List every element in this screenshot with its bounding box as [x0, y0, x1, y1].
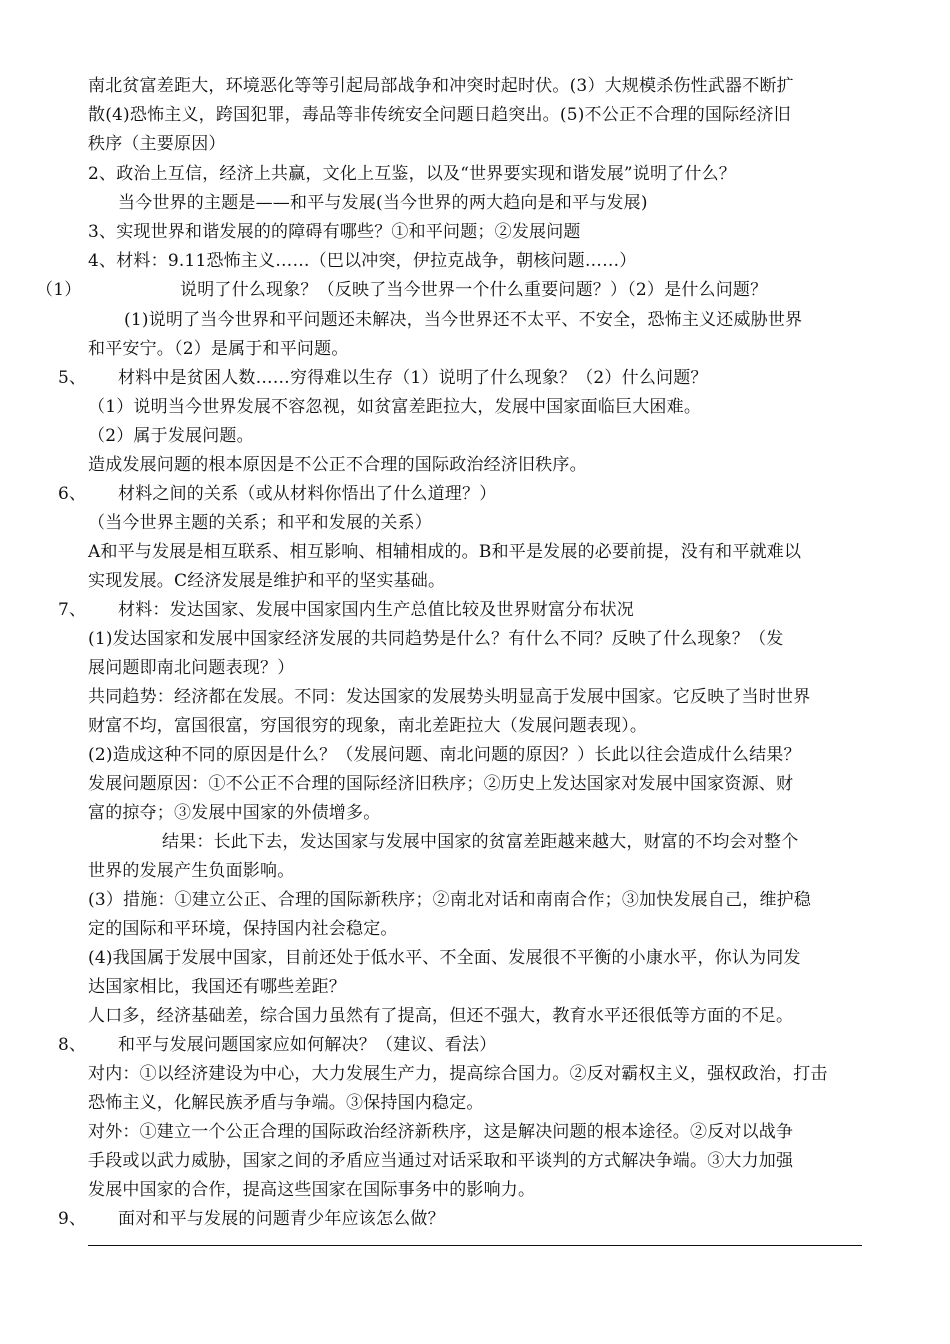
text-line: (2)造成这种不同的原因是什么？（发展问题、南北问题的原因？）长此以往会造成什么结果？ [88, 745, 801, 765]
question-6: 材料之间的关系（或从材料你悟出了什么道理？） [118, 484, 497, 504]
answer-2: 当今世界的主题是——和平与发展(当今世界的两大趋向是和平与发展) [118, 193, 648, 213]
text-line: 手段或以武力威胁，国家之间的矛盾应当通过对话采取和平谈判的方式解决争端。③大力加强 [88, 1151, 794, 1171]
answer-line [88, 1245, 862, 1246]
text-line: 南北贫富差距大，环境恶化等等引起局部战争和冲突时起时伏。(3）大规模杀伤性武器不断扩 [88, 76, 794, 96]
text-line: 人口多，经济基础差，综合国力虽然有了提高，但还不强大，教育水平还很低等方面的不足。 [88, 1006, 794, 1026]
item-number: 6、 [58, 484, 87, 504]
text-line: 发展中国家的合作，提高这些国家在国际事务中的影响力。 [88, 1180, 536, 1200]
question-3: 3、实现世界和谐发展的的障碍有哪些？①和平问题；②发展问题 [88, 222, 581, 242]
text-line: 展问题即南北问题表现？） [88, 658, 295, 678]
text-line: 恐怖主义，化解民族矛盾与争端。③保持国内稳定。 [88, 1093, 484, 1113]
text-line: (1)发达国家和发展中国家经济发展的共同趋势是什么？有什么不同？反映了什么现象？（发 [88, 629, 784, 649]
question-2: 2、政治上互信，经济上共赢，文化上互鉴，以及“世界要实现和谐发展”说明了什么？ [88, 164, 736, 184]
text-line: 世界的发展产生负面影响。 [88, 861, 295, 881]
text-line: 定的国际和平环境，保持国内社会稳定。 [88, 919, 398, 939]
question-8: 和平与发展问题国家应如何解决？（建议、看法） [118, 1035, 497, 1055]
item-number: 7、 [58, 600, 87, 620]
text-line: 发展问题原因：①不公正不合理的国际经济旧秩序；②历史上发达国家对发展中国家资源、财 [88, 774, 794, 794]
text-line: 达国家相比，我国还有哪些差距？ [88, 977, 346, 997]
item-number: 8、 [58, 1035, 87, 1055]
question-5: 材料中是贫困人数……穷得难以生存（1）说明了什么现象？（2）什么问题？ [118, 368, 708, 388]
text-line: 实现发展。C经济发展是维护和平的坚实基础。 [88, 571, 446, 591]
question-9: 面对和平与发展的问题青少年应该怎么做？ [118, 1209, 445, 1229]
text-line: (4)我国属于发展中国家，目前还处于低水平、不全面、发展很不平衡的小康水平，你认为同发 [88, 948, 801, 968]
text-line: 散(4)恐怖主义，跨国犯罪，毒品等非传统安全问题日趋突出。(5)不公正不合理的国际经济旧 [88, 105, 791, 125]
text-line: 和平安宁。（2）是属于和平问题。 [88, 339, 349, 359]
text-line: 财富不均，富国很富，穷国很穷的现象，南北差距拉大（发展问题表现）。 [88, 716, 648, 736]
text-line: 富的掠夺；③发展中国家的外债增多。 [88, 803, 381, 823]
text-line: A和平与发展是相互联系、相互影响、相辅相成的。B和平是发展的必要前提，没有和平就难以 [88, 542, 802, 562]
text-line: 共同趋势：经济都在发展。不同：发达国家的发展势头明显高于发展中国家。它反映了当时世界 [88, 687, 811, 707]
text-line: 对内：①以经济建设为中心，大力发展生产力，提高综合国力。②反对霸权主义，强权政治，打击 [88, 1064, 828, 1084]
text-line: (3）措施：①建立公正、合理的国际新秩序；②南北对话和南南合作；③加快发展自己，维护稳 [88, 890, 812, 910]
question-4: 4、材料：9.11恐怖主义……（巴以冲突，伊拉克战争，朝核问题……） [88, 251, 637, 271]
text-line: 对外：①建立一个公正合理的国际政治经济新秩序，这是解决问题的根本途径。②反对以战争 [88, 1122, 794, 1142]
item-number: 5、 [58, 368, 87, 388]
text-line: （1）说明当今世界发展不容忽视，如贫富差距拉大，发展中国家面临巨大困难。 [88, 397, 702, 417]
item-number: （1） [36, 280, 82, 300]
question-7: 材料：发达国家、发展中国家国内生产总值比较及世界财富分布状况 [118, 600, 634, 620]
text-line: (1)说明了当今世界和平问题还未解决，当今世界还不太平、不安全，恐怖主义还威胁世界 [124, 310, 803, 330]
text-line: 秩序（主要原因） [88, 134, 226, 154]
text-line: 结果：长此下去，发达国家与发展中国家的贫富差距越来越大，财富的不均会对整个 [162, 832, 799, 852]
item-number: 9、 [58, 1209, 87, 1229]
text-line: （当今世界主题的关系；和平和发展的关系） [88, 513, 432, 533]
text-line: 造成发展问题的根本原因是不公正不合理的国际政治经济旧秩序。 [88, 455, 587, 475]
text-line: （2）属于发展问题。 [88, 426, 254, 446]
question-4-prompt: 说明了什么现象？（反映了当今世界一个什么重要问题？）（2）是什么问题？ [180, 280, 768, 300]
